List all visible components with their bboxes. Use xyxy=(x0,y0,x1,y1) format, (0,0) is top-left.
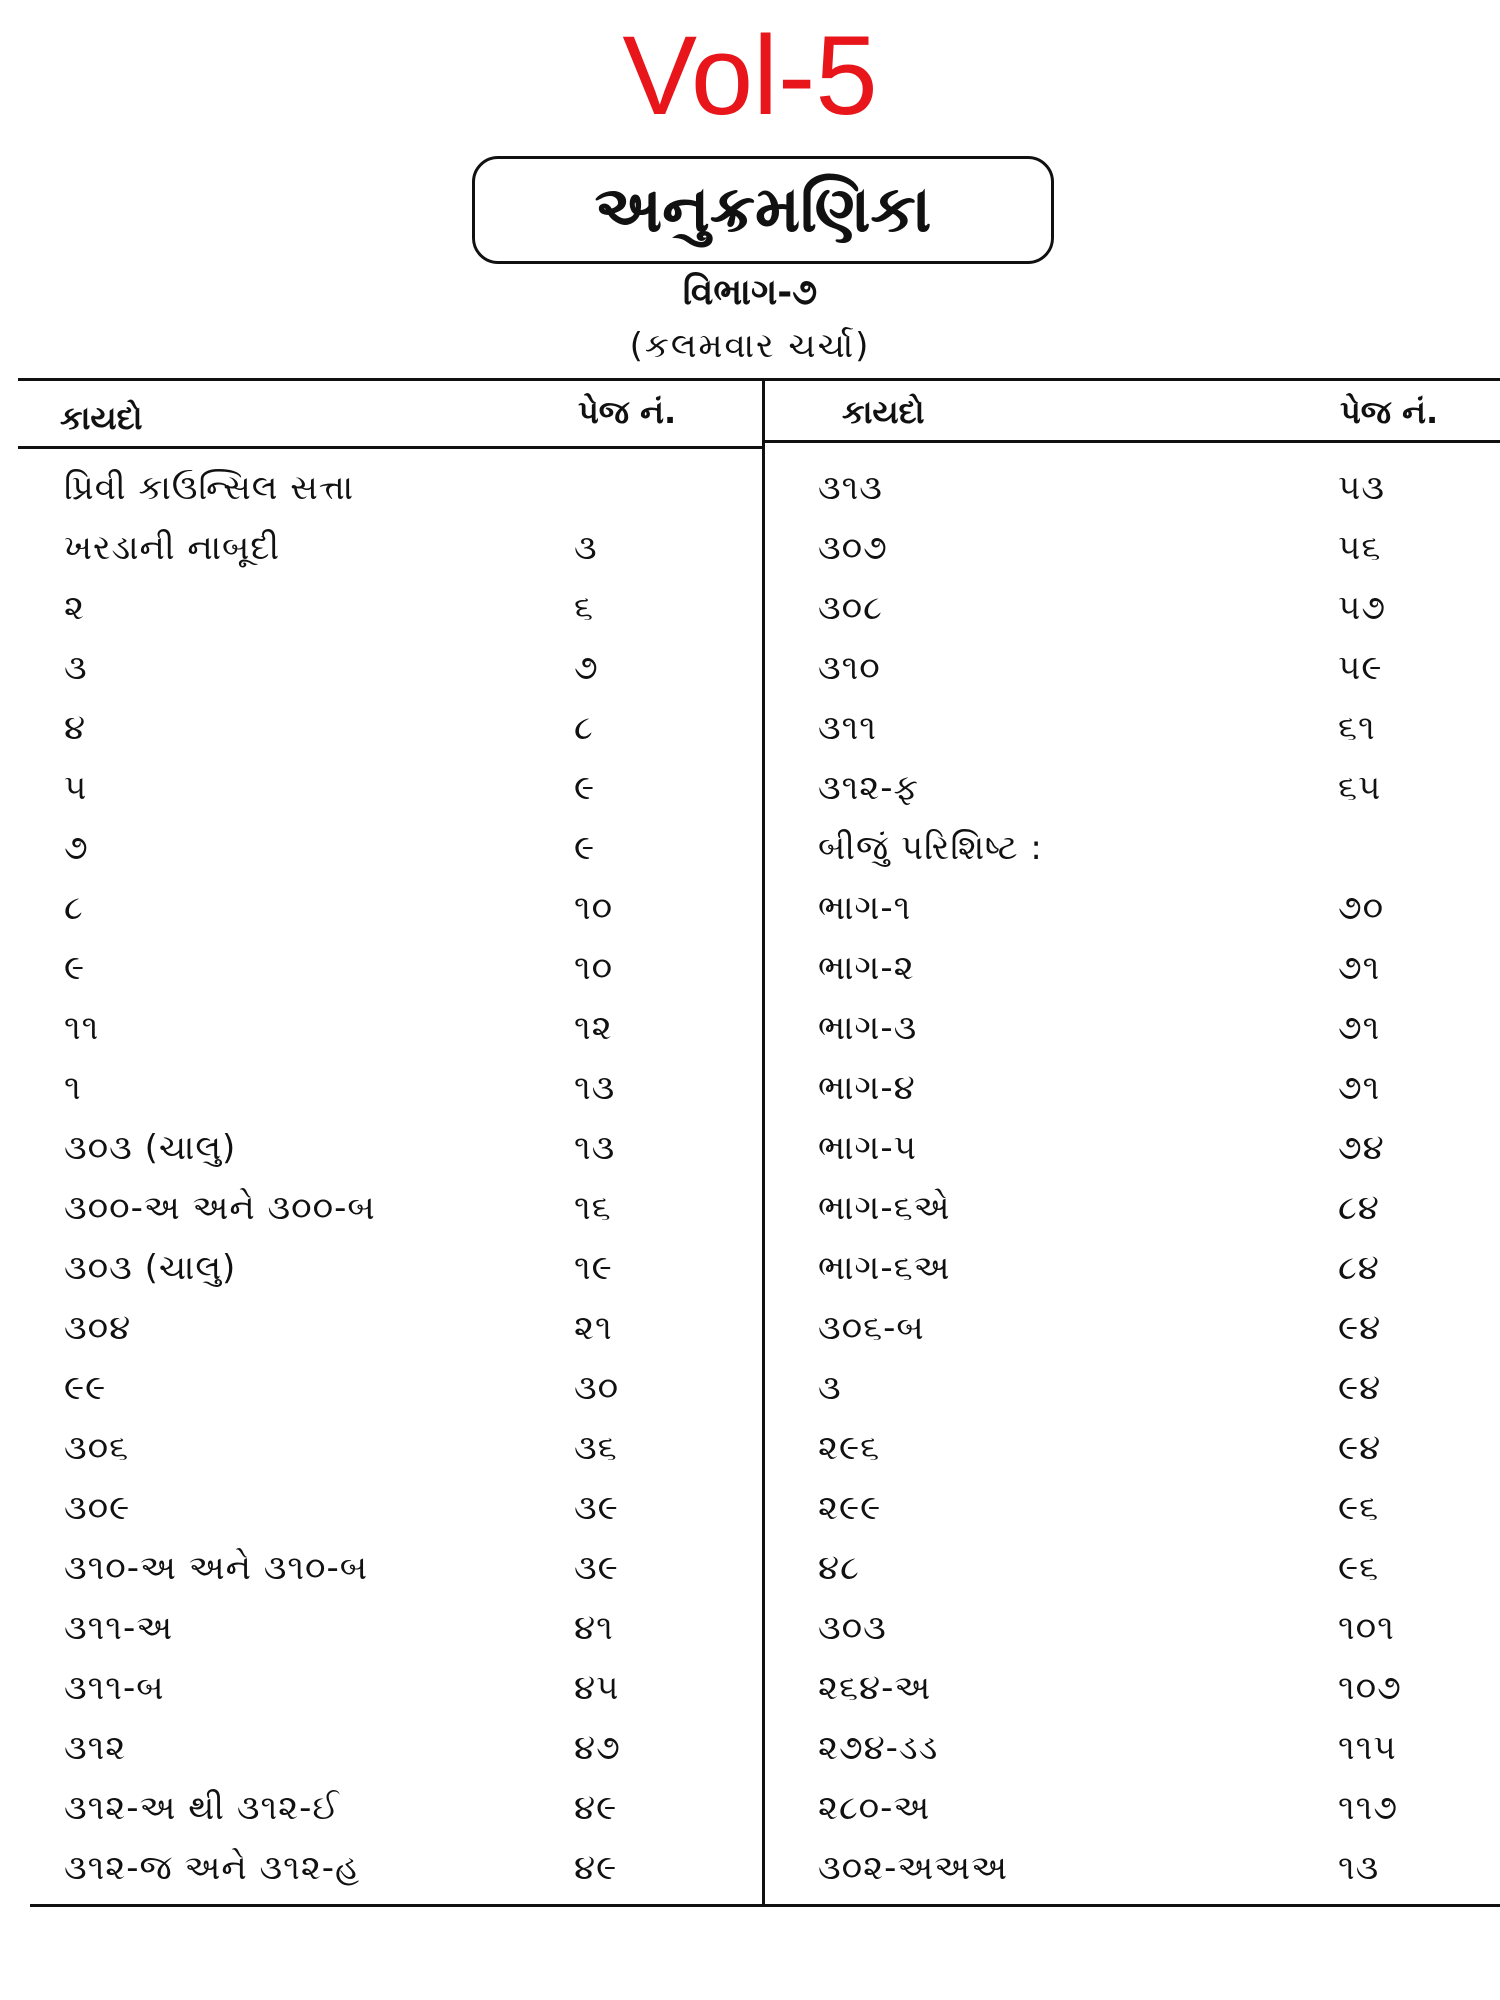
left-row xyxy=(64,1058,694,1118)
right-row xyxy=(818,1238,1458,1298)
law-name: ૨૯૯ xyxy=(818,1488,882,1528)
law-name: ૩૦૪ xyxy=(64,1308,132,1348)
page-number: ૧૧૫ xyxy=(1338,1728,1397,1768)
law-name: ૩૧૨-જ અને ૩૧૨-હ xyxy=(64,1848,361,1888)
page-number: ૫૭ xyxy=(1338,588,1386,628)
right-row xyxy=(818,1718,1458,1778)
left-row xyxy=(64,1778,694,1838)
right-page-header: પેજ નં. xyxy=(1340,393,1439,431)
left-row xyxy=(64,458,694,518)
right-row xyxy=(818,578,1458,638)
page-number: ૪૫ xyxy=(574,1668,620,1708)
page-number: ૧૩ xyxy=(574,1068,616,1108)
page-number: ૧૦૭ xyxy=(1338,1668,1402,1708)
law-name: ૩૧૧-બ xyxy=(64,1668,165,1708)
left-column xyxy=(64,458,694,1898)
left-row xyxy=(64,878,694,938)
page-number: ૩૦ xyxy=(574,1368,620,1408)
right-row xyxy=(818,1598,1458,1658)
page-number: ૧૩ xyxy=(574,1128,616,1168)
left-row xyxy=(64,1478,694,1538)
law-name: બીજું પરિશિષ્ટ : xyxy=(818,828,1043,868)
law-name: ૨૮૦-અ xyxy=(818,1788,931,1828)
law-name: ૪૮ xyxy=(818,1548,860,1588)
left-row xyxy=(64,578,694,638)
law-name: ૩૦૦-અ અને ૩૦૦-બ xyxy=(64,1188,376,1228)
left-row xyxy=(64,1118,694,1178)
right-row xyxy=(818,458,1458,518)
law-name: ૧૧ xyxy=(64,1008,100,1048)
right-row xyxy=(818,518,1458,578)
law-name: ૯૯ xyxy=(64,1368,107,1408)
law-name: ૩૦૯ xyxy=(64,1488,131,1528)
page-number: ૯૪ xyxy=(1338,1428,1382,1468)
right-row xyxy=(818,758,1458,818)
page-number: ૫૯ xyxy=(1338,648,1383,688)
page-number: ૯ xyxy=(574,828,596,868)
law-name: ૮ xyxy=(64,888,84,928)
page-number: ૪૭ xyxy=(574,1728,621,1768)
section-subtitle: (કલમવાર ચર્ચા) xyxy=(629,326,871,366)
page-number: ૭૪ xyxy=(1338,1128,1385,1168)
law-name: ૨૯૬ xyxy=(818,1428,881,1468)
right-row xyxy=(818,1058,1458,1118)
page-number: ૪૯ xyxy=(574,1848,618,1888)
left-row xyxy=(64,1298,694,1358)
law-name: ૩ xyxy=(64,648,88,688)
law-name: ૩૧૦ xyxy=(818,648,881,688)
right-row xyxy=(818,1118,1458,1178)
page-number: ૮ xyxy=(574,708,594,748)
law-name: ૪ xyxy=(64,708,87,748)
law-name: ૩૧૧-અ xyxy=(64,1608,174,1648)
left-row xyxy=(64,1658,694,1718)
law-name: ૩૦૭ xyxy=(818,528,888,568)
right-row xyxy=(818,1658,1458,1718)
page-number: ૮૪ xyxy=(1338,1188,1380,1228)
law-name: ૩૦૩ (ચાલુ) xyxy=(64,1248,237,1288)
left-law-header: કાયદો xyxy=(60,399,143,437)
law-name: ૩૧૨-ફ xyxy=(818,768,919,808)
page-number: ૬ xyxy=(574,588,595,628)
left-row xyxy=(64,758,694,818)
right-row xyxy=(818,1298,1458,1358)
left-row xyxy=(64,698,694,758)
right-row xyxy=(818,998,1458,1058)
page-number: ૮૪ xyxy=(1338,1248,1380,1288)
left-row xyxy=(64,518,694,578)
left-row xyxy=(64,1718,694,1778)
law-name: ૩૧૨ xyxy=(64,1728,127,1768)
page-number: ૫૬ xyxy=(1338,528,1382,568)
page-number: ૩૬ xyxy=(574,1428,618,1468)
law-name: ૩૦૬-બ xyxy=(818,1308,925,1348)
page-number: ૬૧ xyxy=(1338,708,1376,748)
law-name: ૫ xyxy=(64,768,88,808)
law-name: ૩૦૩ (ચાલુ) xyxy=(64,1128,237,1168)
law-name: ૩૦૨-અઅઅ xyxy=(818,1848,1008,1888)
right-row xyxy=(818,1178,1458,1238)
law-name: ૩ xyxy=(818,1368,842,1408)
page-number: ૯ xyxy=(574,768,596,808)
page-number: ૧૬ xyxy=(574,1188,612,1228)
law-name: ૩૦૬ xyxy=(64,1428,130,1468)
page-number: ૭ xyxy=(574,648,599,688)
left-row xyxy=(64,1358,694,1418)
index-title: અનુક્રમણિકા xyxy=(472,156,1054,264)
page-number: ૧૩ xyxy=(1338,1848,1380,1888)
volume-label: Vol-5 xyxy=(622,13,878,138)
left-row xyxy=(64,1538,694,1598)
section-title: વિભાગ-૭ xyxy=(682,272,818,313)
law-name: ૭ xyxy=(64,828,89,868)
page-number: ૧૧૭ xyxy=(1338,1788,1398,1828)
column-divider xyxy=(762,378,765,1904)
left-row xyxy=(64,938,694,998)
law-name: ભાગ-૨ xyxy=(818,948,915,988)
page-number: ૭૧ xyxy=(1338,948,1381,988)
law-name: ૯ xyxy=(64,948,86,988)
law-name: ૨૬૪-અ xyxy=(818,1668,932,1708)
page-number: ૩ xyxy=(574,528,598,568)
right-row xyxy=(818,698,1458,758)
law-name: ૩૧૦-અ અને ૩૧૦-બ xyxy=(64,1548,369,1588)
law-name: ભાગ-૫ xyxy=(818,1128,917,1168)
right-row xyxy=(818,818,1458,878)
page-number: ૨૧ xyxy=(574,1308,613,1348)
right-law-header: કાયદો xyxy=(842,393,925,431)
table-top-rule xyxy=(18,378,1500,381)
right-row xyxy=(818,1838,1458,1898)
law-name: પ્રિવી કાઉન્સિલ સત્તા xyxy=(64,468,355,508)
left-row xyxy=(64,1238,694,1298)
law-name: ૨૭૪-ડડ xyxy=(818,1728,939,1768)
page-number: ૪૯ xyxy=(574,1788,618,1828)
page-number: ૧૯ xyxy=(574,1248,613,1288)
right-column xyxy=(818,458,1458,1898)
page-number: ૯૪ xyxy=(1338,1368,1382,1408)
page-number: ૭૦ xyxy=(1338,888,1385,928)
law-name: ભાગ-૬એ xyxy=(818,1188,951,1228)
right-row xyxy=(818,1418,1458,1478)
page-number: ૧૨ xyxy=(574,1008,613,1048)
law-name: ખરડાની નાબૂદી xyxy=(64,528,281,568)
page-number: ૯૬ xyxy=(1338,1548,1380,1588)
left-row xyxy=(64,818,694,878)
right-row xyxy=(818,1478,1458,1538)
right-row xyxy=(818,1358,1458,1418)
law-name: ૩૧૧ xyxy=(818,708,877,748)
law-name: ૩૧૩ xyxy=(818,468,883,508)
page-number: ૯૬ xyxy=(1338,1488,1380,1528)
left-row xyxy=(64,638,694,698)
table-bottom-rule xyxy=(30,1904,1500,1907)
law-name: ભાગ-૩ xyxy=(818,1008,918,1048)
right-row xyxy=(818,1778,1458,1838)
right-row xyxy=(818,638,1458,698)
law-name: ૨ xyxy=(64,588,85,628)
right-row xyxy=(818,938,1458,998)
page-number: ૫૩ xyxy=(1338,468,1385,508)
law-name: ૩૦૩ xyxy=(818,1608,887,1648)
page-number: ૪૧ xyxy=(574,1608,614,1648)
page-number: ૧૦ xyxy=(574,888,614,928)
page-number: ૧૦૧ xyxy=(1338,1608,1395,1648)
left-row xyxy=(64,1838,694,1898)
law-name: ભાગ-૪ xyxy=(818,1068,916,1108)
page-number: ૩૯ xyxy=(574,1488,619,1528)
page-number: ૭૧ xyxy=(1338,1068,1381,1108)
page-number: ૩૯ xyxy=(574,1548,619,1588)
page-number: ૭૧ xyxy=(1338,1008,1381,1048)
header-rule-left xyxy=(18,446,763,449)
law-name: ૧ xyxy=(64,1068,82,1108)
right-row xyxy=(818,1538,1458,1598)
left-row xyxy=(64,1178,694,1238)
page-number: ૯૪ xyxy=(1338,1308,1382,1348)
page-number: ૬૫ xyxy=(1338,768,1382,808)
left-row xyxy=(64,998,694,1058)
law-name: ભાગ-૬અ xyxy=(818,1248,951,1288)
header-rule-right xyxy=(763,440,1500,443)
left-row xyxy=(64,1598,694,1658)
right-row xyxy=(818,878,1458,938)
law-name: ૩૦૮ xyxy=(818,588,883,628)
left-row xyxy=(64,1418,694,1478)
law-name: ભાગ-૧ xyxy=(818,888,912,928)
page-number: ૧૦ xyxy=(574,948,614,988)
left-page-header: પેજ નં. xyxy=(578,393,677,431)
law-name: ૩૧૨-અ થી ૩૧૨-ઈ xyxy=(64,1788,340,1828)
